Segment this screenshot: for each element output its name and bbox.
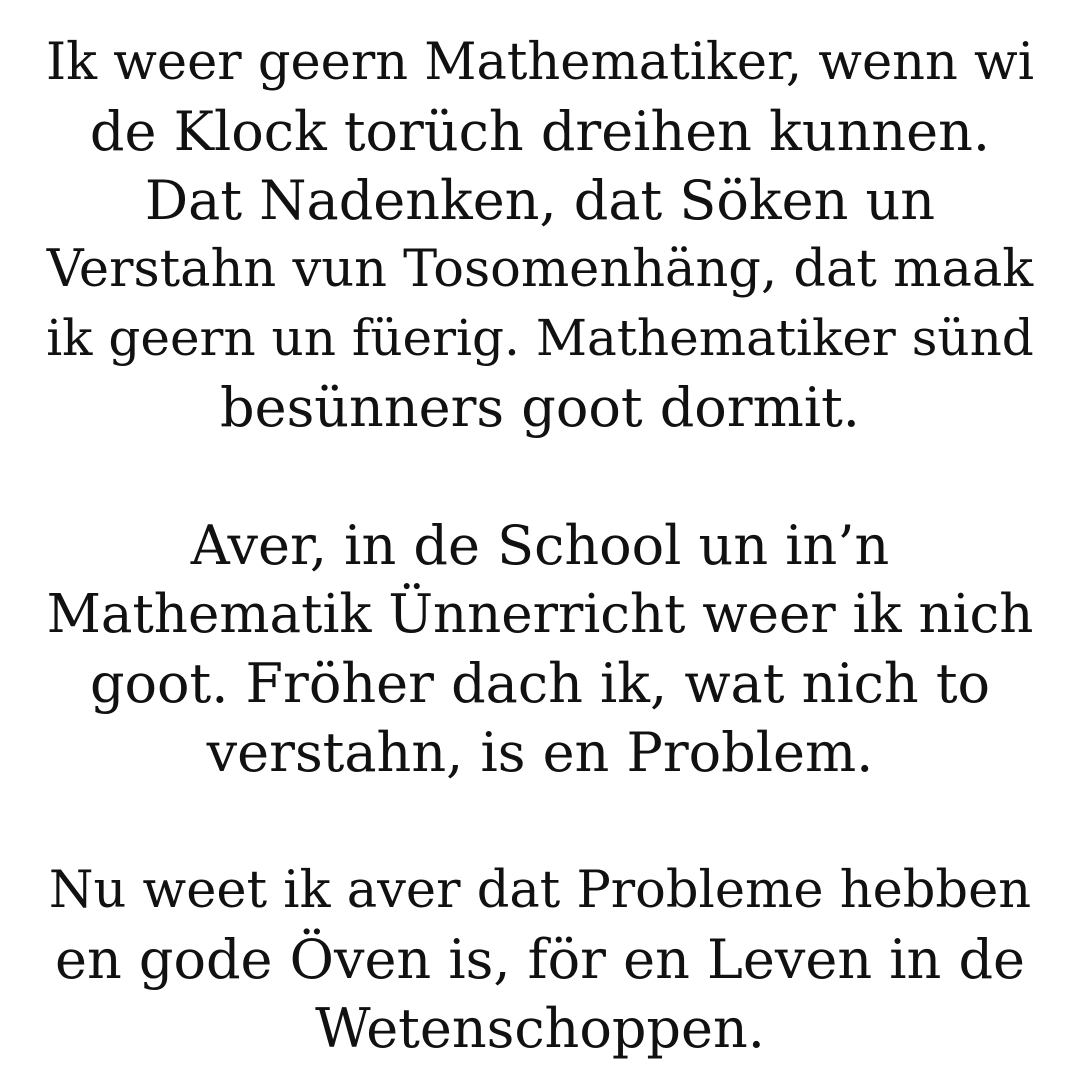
- text-line: Mathematik Ünnerricht weer ik nich: [46, 584, 1034, 645]
- text-line: besünners goot dormit.: [220, 376, 860, 439]
- paragraph-3: [40, 856, 1040, 1063]
- text-line: Nu weet ik aver dat Probleme hebben: [48, 861, 1032, 920]
- text-line: Ik weer geern Mathematiker, wenn wi: [45, 33, 1035, 92]
- text-line: ik geern un füerig. Mathematiker sünd: [46, 309, 1034, 367]
- paragraph-2: [40, 511, 1040, 787]
- text-line: Verstahn vun Tosomenhäng, dat maak: [46, 240, 1034, 299]
- paragraph-1: [40, 28, 1040, 442]
- text-line: de Klock torüch dreihen kunnen.: [89, 100, 991, 163]
- text-line: Dat Nadenken, dat Söken un: [144, 169, 936, 232]
- text-line: en gode Öven is, för en Leven in de: [55, 928, 1025, 991]
- text-line: Wetenschoppen.: [315, 997, 765, 1060]
- text-line: goot. Fröher dach ik, wat nich to: [89, 652, 991, 715]
- text-line: Aver, in de School un in’n: [190, 514, 890, 577]
- text-line: verstahn, is en Problem.: [206, 721, 874, 784]
